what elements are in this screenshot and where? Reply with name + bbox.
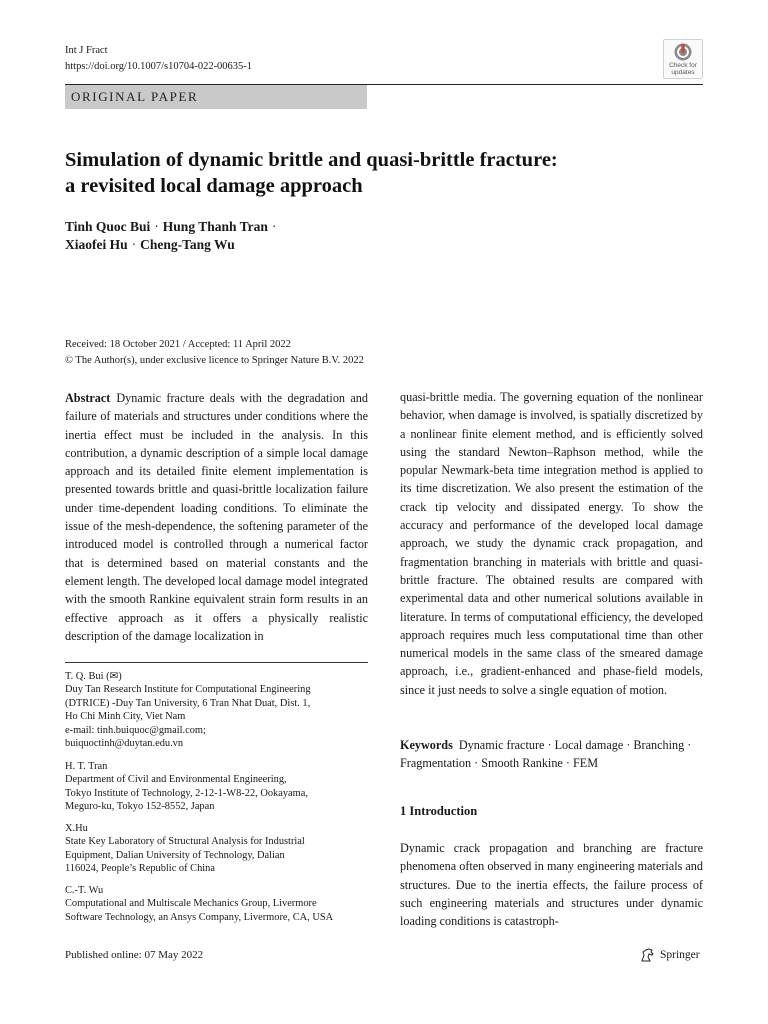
affiliation-line: State Key Laboratory of Structural Analysis for Industrial xyxy=(65,836,305,848)
affiliation-email[interactable]: buiquoctinh@duytan.edu.vn xyxy=(65,738,184,750)
received-accepted: Received: 18 October 2021 / Accepted: 11 April 2022 xyxy=(65,339,291,350)
section-heading-introduction: 1 Introduction xyxy=(400,804,478,818)
affiliation-name: T. Q. Bui xyxy=(65,671,104,682)
author-separator: · xyxy=(271,219,277,234)
publisher-name: Springer xyxy=(660,949,700,961)
springer-horse-icon xyxy=(640,948,656,962)
check-for-updates-badge[interactable] xyxy=(663,39,703,79)
affiliation-line: Equipment, Dalian University of Technology, Dalian xyxy=(65,849,285,861)
author-name[interactable]: Xiaofei Hu xyxy=(65,237,128,252)
article-dates xyxy=(65,337,364,369)
doi-link[interactable]: https://doi.org/10.1007/s10704-022-00635-1 xyxy=(65,61,253,72)
check-updates-label-2: updates xyxy=(671,69,695,76)
author-separator: · xyxy=(131,237,137,252)
affiliation-name: X.Hu xyxy=(65,823,88,834)
title-line-2: a revisited local damage approach xyxy=(65,175,363,197)
affiliation-rule xyxy=(65,662,368,663)
publisher-logo xyxy=(640,948,700,962)
affiliation-line: Ho Chi Minh City, Viet Nam xyxy=(65,711,186,723)
affiliation-line: (DTRICE) -Duy Tan University, 6 Tran Nhat Duat, Dist. 1, xyxy=(65,697,311,709)
introduction-text: Dynamic crack propagation and branching are fracture phenomena often observed in many engineering materials and structures. Due to the inertia effects, the failure process of such engineering materials and structures under dynamic loading conditions is catastroph- xyxy=(400,841,703,929)
affiliation-block xyxy=(65,884,368,924)
keywords xyxy=(400,736,703,773)
affiliation-line: Meguro-ku, Tokyo 152-8552, Japan xyxy=(65,801,215,813)
author-separator: · xyxy=(154,219,159,234)
paper-title xyxy=(65,147,705,199)
check-updates-icon xyxy=(673,42,693,62)
keywords-text: Dynamic fracture · Local damage · Branching · Fragmentation · Smooth Rankine · FEM xyxy=(400,738,692,771)
title-line-1: Simulation of dynamic brittle and quasi-brittle fracture: xyxy=(65,149,558,171)
affiliation-line: Software Technology, an Ansys Company, Livermore, CA, USA xyxy=(65,911,334,923)
author-name[interactable]: Tinh Quoc Bui xyxy=(65,219,151,234)
author-name[interactable]: Cheng-Tang Wu xyxy=(140,237,235,252)
author-name[interactable]: Hung Thanh Tran xyxy=(162,219,268,234)
published-date: Published online: 07 May 2022 xyxy=(65,949,204,961)
affiliation-name: H. T. Tran xyxy=(65,761,108,772)
affiliation-line: 116024, People’s Republic of China xyxy=(65,863,215,875)
affiliation-line: Tokyo Institute of Technology, 2-12-1-W8-22, Ookayama, xyxy=(65,787,308,799)
journal-name: Int J Fract xyxy=(65,45,108,56)
affiliation-name: C.-T. Wu xyxy=(65,885,104,896)
author-list xyxy=(65,218,565,254)
affiliation-email[interactable]: e-mail: tinh.buiquoc@gmail.com; xyxy=(65,724,206,736)
section-label: ORIGINAL PAPER xyxy=(65,85,367,109)
abstract-label: Abstract xyxy=(65,391,111,405)
mail-icon[interactable]: (✉) xyxy=(106,671,122,682)
affiliation-block xyxy=(65,822,368,876)
check-updates-label-1: Check for xyxy=(669,62,697,69)
affiliation-line: Computational and Multiscale Mechanics Group, Livermore xyxy=(65,898,317,910)
affiliation-line: Department of Civil and Environmental Engineering, xyxy=(65,774,287,786)
copyright-notice: © The Author(s), under exclusive licence to Springer Nature B.V. 2022 xyxy=(65,355,364,366)
journal-header xyxy=(65,43,252,75)
abstract-right: quasi-brittle media. The governing equation of the nonlinear behavior, when damage is involved, is spatially discretized by a nonlinear finite element method, and is efficiently solved using the standard Newton–Raphson method, while the popular Newmark-beta time integration method is applied to its time discretization. We also present the estimation of the crack tip velocity and dissipated energy. To show the accuracy and performance of the developed local damage approach, we study the dynamic crack propagation, and fragmentation branching in materials with brittle and quasi-brittle fracture. The obtained results are compared with experimental data and other numerical solutions available in literature. In terms of computational efficiency, the developed approach requires much less computational time than other numerical models in the same class of the smeared damage approach, i.e., gradient-enhanced and phase-field models, since it just needs to solve a single equation of motion. xyxy=(400,390,703,697)
abstract-text-left: Dynamic fracture deals with the degradation and failure of materials and structures under conditions where the inertia effect must be included in the analysis. In this contribution, a dynamic description of a simple local damage approach and its detailed finite element implementation is presented towards brittle and quasi-brittle localization failure under time-dependent loading conditions. To eliminate the issue of the mesh-dependence, the softening parameter of the introduced model is controlled through a numerical factor that is determined based on material constants and the element length. The developed local damage model integrated with the smooth Rankine equivalent strain form results in an effective approach as it offers a physically realistic description of the damage localization in xyxy=(65,391,368,643)
keywords-label: Keywords xyxy=(400,738,453,752)
affiliation-line: Duy Tan Research Institute for Computational Engineering xyxy=(65,684,311,696)
affiliation-block xyxy=(65,760,368,814)
affiliation-block xyxy=(65,670,368,750)
abstract-left xyxy=(65,389,368,645)
